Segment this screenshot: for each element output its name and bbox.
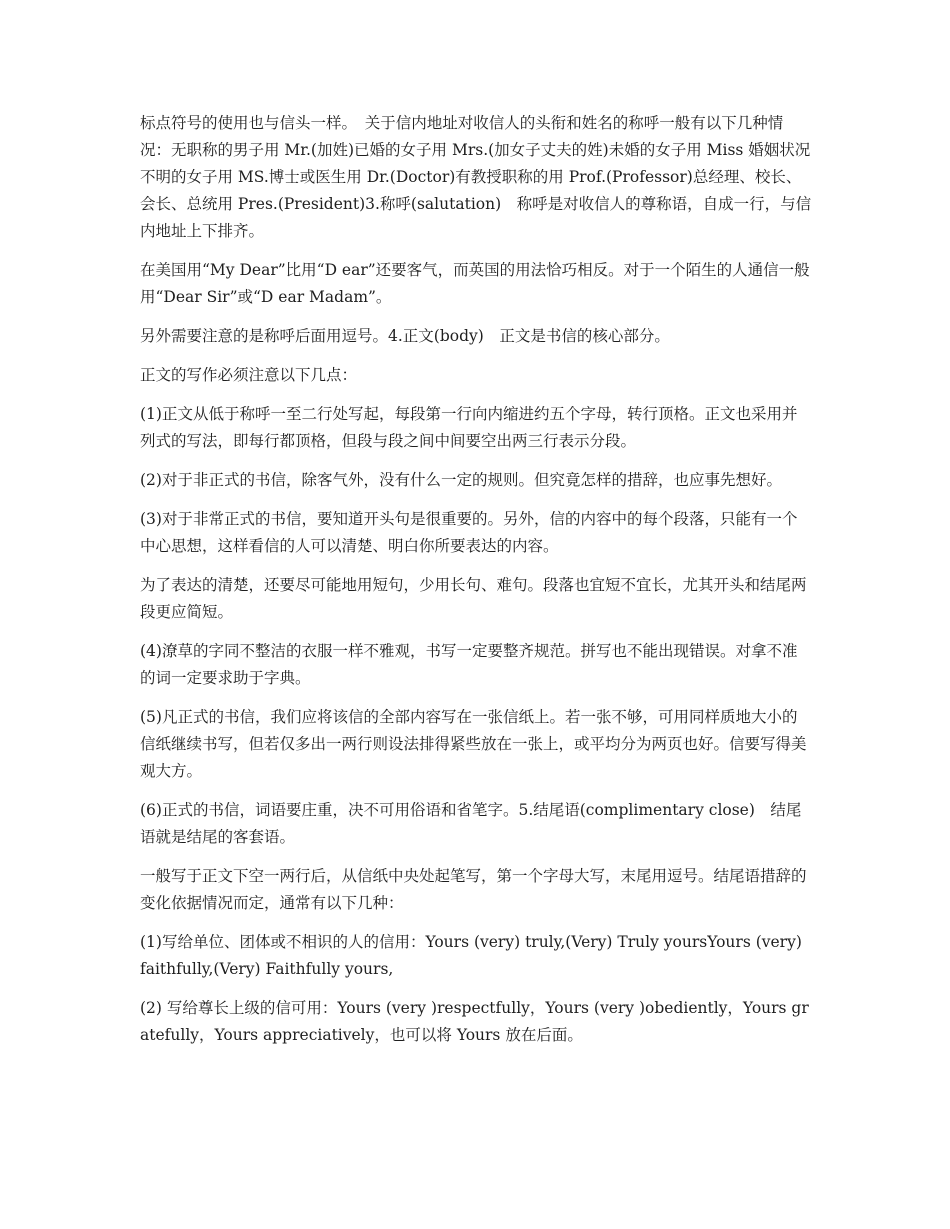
paragraph-3: 另外需要注意的是称呼后面用逗号。4.正文(body) 正文是书信的核心部分。 bbox=[140, 327, 670, 345]
paragraph-4: 正文的写作必须注意以下几点： bbox=[140, 366, 358, 384]
paragraph-14: (2) 写给尊长上级的信可用：Yours (very )respectfully，Yours (very )obediently，Yours gratefully，Yours appreciatively，也可以将 Yours 放在后面。 bbox=[140, 999, 809, 1044]
paragraph-13: (1)写给单位、团体或不相识的人的信用：Yours (very) truly,(Very) Truly yoursYours (very) faithfully,(Very) Faithfully yours, bbox=[140, 933, 802, 978]
paragraph-12: 一般写于正文下空一两行后，从信纸中央处起笔写，第一个字母大写，末尾用逗号。结尾语措辞的变化依据情况而定，通常有以下几种： bbox=[140, 867, 807, 912]
paragraph-7: (3)对于非常正式的书信，要知道开头句是很重要的。另外，信的内容中的每个段落，只能有一个中心思想，这样看信的人可以清楚、明白你所要表达的内容。 bbox=[140, 510, 798, 555]
paragraph-2: 在美国用“My Dear”比用“D ear”还要客气，而英国的用法恰巧相反。对于一个陌生的人通信一般用“Dear Sir”或“D ear Madam”。 bbox=[140, 261, 810, 306]
paragraph-5: (1)正文从低于称呼一至二行处写起，每段第一行向内缩进约五个字母，转行顶格。正文也采用并列式的写法，即每行都顶格，但段与段之间中间要空出两三行表示分段。 bbox=[140, 405, 798, 450]
paragraph-6: (2)对于非正式的书信，除客气外，没有什么一定的规则。但究竟怎样的措辞，也应事先想好。 bbox=[140, 471, 782, 489]
paragraph-1: 标点符号的使用也与信头一样。 关于信内地址对收信人的头衔和姓名的称呼一般有以下几种情况：无职称的男子用 Mr.(加姓)已婚的女子用 Mrs.(加女子丈夫的姓)未婚的女子用 Miss 婚姻状况不明的女子用 MS.博士或医生用 Dr.(Doctor)有教授职称的用 Prof.(Professor)总经理、校长、会长、总统用 Pres.(President)3.称呼(salutation) 称呼是对收信人的尊称语，自成一行，与信内地址上下排齐。 bbox=[140, 114, 812, 240]
paragraph-9: (4)潦草的字同不整洁的衣服一样不雅观，书写一定要整齐规范。拼写也不能出现错误。对拿不准的词一定要求助于字典。 bbox=[140, 642, 798, 687]
paragraph-11: (6)正式的书信，词语要庄重，决不可用俗语和省笔字。5.结尾语(complimentary close) 结尾语就是结尾的客套语。 bbox=[140, 801, 802, 846]
paragraph-8: 为了表达的清楚，还要尽可能地用短句，少用长句、难句。段落也宜短不宜长，尤其开头和结尾两段更应简短。 bbox=[140, 576, 807, 621]
paragraph-10: (5)凡正式的书信，我们应将该信的全部内容写在一张信纸上。若一张不够，可用同样质地大小的信纸继续书写，但若仅多出一两行则设法排得紧些放在一张上，或平均分为两页也好。信要写得美观大方。 bbox=[140, 708, 807, 780]
document-page bbox=[140, 110, 812, 1061]
